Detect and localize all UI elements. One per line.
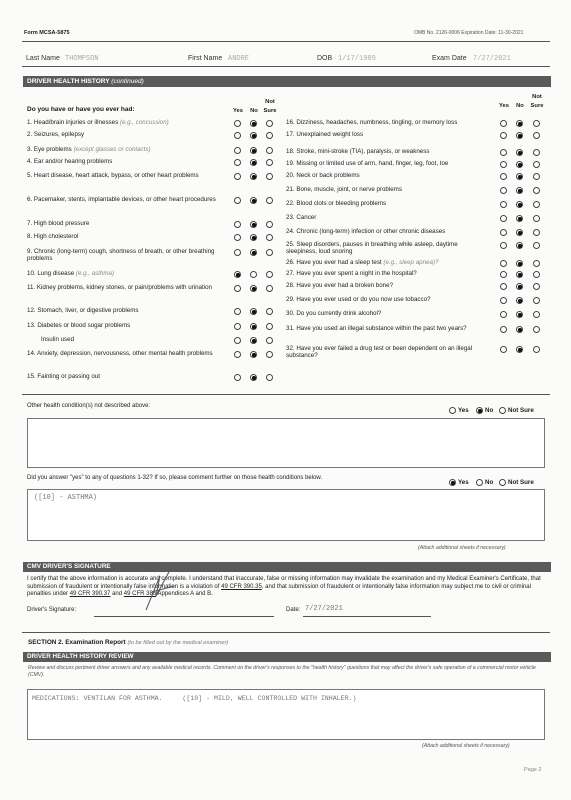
question-row <box>27 307 225 314</box>
attach-note-2: (Attach additional sheets if necessary) <box>422 743 510 749</box>
question-row <box>286 325 488 332</box>
question-number: 28. <box>286 282 295 289</box>
yes-comment-text: ([10] - ASTHMA) <box>34 494 98 502</box>
question-number: 12. <box>27 307 36 314</box>
question-row <box>286 228 488 235</box>
question-row <box>27 373 225 380</box>
question-text: Kidney problems, kidney stones, or pain/problems with urination <box>36 284 212 291</box>
other-notsure-option[interactable] <box>499 407 534 414</box>
cfr-390-37-link[interactable]: 49 CFR 390.37 <box>69 591 111 598</box>
other-yes-radio[interactable] <box>449 407 456 414</box>
question-number: 26. <box>286 259 295 266</box>
answer-notsure-option[interactable] <box>499 479 534 486</box>
question-no-radio[interactable] <box>516 271 523 278</box>
pen-scribble <box>140 566 180 616</box>
cert-part-3: and <box>110 591 124 598</box>
question-row <box>27 119 225 126</box>
question-row <box>286 296 488 303</box>
question-number: 25. <box>286 241 295 248</box>
question-row <box>27 284 225 291</box>
question-text: Heart disease, heart attack, bypass, or other heart problems <box>33 172 199 179</box>
question-no-radio[interactable] <box>250 120 257 127</box>
question-number: 11. <box>27 284 36 291</box>
health-history-suffix: (continued) <box>111 78 144 85</box>
question-yes-radio[interactable] <box>500 311 507 318</box>
question-notsure-radio[interactable] <box>533 283 540 290</box>
question-row <box>286 345 488 360</box>
question-no-radio[interactable] <box>250 132 257 139</box>
cert-part-1: I certify that the above information is accurate and complete. I understand that inaccurate, false or missing information may invalidate the examination and my Medical Examiner's Certificate, that submission of fraudulent or intentionally false information is a violation of <box>27 576 541 590</box>
question-row <box>286 241 488 256</box>
question-row <box>286 131 488 138</box>
question-notsure-radio[interactable] <box>266 120 273 127</box>
omb-number: OMB No. 2126-0006 Expiration Date: 11-30-2021 <box>414 30 524 36</box>
question-number: 10. <box>27 270 36 277</box>
question-notsure-radio[interactable] <box>533 242 540 249</box>
question-text: Stomach, liver, or digestive problems <box>37 307 139 314</box>
question-no-radio[interactable] <box>516 242 523 249</box>
question-row <box>286 259 488 266</box>
question-yes-radio[interactable] <box>500 242 507 249</box>
question-yes-radio[interactable] <box>500 161 507 168</box>
question-row <box>27 172 225 179</box>
question-notsure-radio[interactable] <box>266 285 273 292</box>
answer-no-radio[interactable] <box>476 479 483 486</box>
other-yes-label: Yes <box>458 407 469 414</box>
question-notsure-radio[interactable] <box>266 337 273 344</box>
question-number: 20. <box>286 172 295 179</box>
last-name-field[interactable]: THOMPSON <box>65 55 99 63</box>
question-head: Do you have or have you ever had: <box>27 106 135 113</box>
question-text: Cancer <box>296 214 317 221</box>
question-no-radio[interactable] <box>250 221 257 228</box>
form-id: Form MCSA-5875 <box>24 30 70 36</box>
exam-date-label: Exam Date <box>432 55 467 62</box>
question-row <box>286 214 488 221</box>
questions-rule <box>22 394 550 395</box>
attach-note-1: (Attach additional sheets if necessary) <box>418 545 506 551</box>
question-row <box>27 270 225 277</box>
question-notsure-radio[interactable] <box>266 351 273 358</box>
question-text: Bone, muscle, joint, or nerve problems <box>296 186 402 193</box>
question-yes-radio[interactable] <box>234 351 241 358</box>
question-yes-radio[interactable] <box>234 374 241 381</box>
question-text: High blood pressure <box>33 220 90 227</box>
question-no-radio[interactable] <box>250 197 257 204</box>
answer-yes-radio[interactable] <box>449 479 456 486</box>
col-no-right: No <box>516 103 524 109</box>
certification-text <box>27 576 547 599</box>
date-line <box>303 616 431 617</box>
question-yes-radio[interactable] <box>500 201 507 208</box>
question-number: 13. <box>27 322 36 329</box>
question-notsure-radio[interactable] <box>266 221 273 228</box>
answer-notsure-label: Not Sure <box>508 479 534 486</box>
question-no-radio[interactable] <box>516 120 523 127</box>
question-number: 21. <box>286 186 295 193</box>
question-no-radio[interactable] <box>516 149 523 156</box>
question-no-radio[interactable] <box>516 283 523 290</box>
question-number: 17. <box>286 131 295 138</box>
question-yes-radio[interactable] <box>500 260 507 267</box>
question-notsure-radio[interactable] <box>533 229 540 236</box>
question-yes-radio[interactable] <box>234 323 241 330</box>
question-notsure-radio[interactable] <box>533 297 540 304</box>
question-number: 23. <box>286 214 295 221</box>
review-comment-field[interactable] <box>27 689 545 740</box>
answer-yes-option[interactable] <box>449 479 469 486</box>
signature-date-field[interactable]: 7/27/2021 <box>305 605 343 613</box>
question-number: 9. <box>27 248 33 255</box>
dob-label: DOB <box>317 55 333 62</box>
question-notsure-radio[interactable] <box>266 374 273 381</box>
question-notsure-radio[interactable] <box>266 271 273 278</box>
question-no-radio[interactable] <box>516 260 523 267</box>
question-notsure-radio[interactable] <box>533 161 540 168</box>
question-notsure-radio[interactable] <box>266 159 273 166</box>
first-name-field[interactable]: ANDRE <box>228 55 250 63</box>
question-notsure-radio[interactable] <box>266 308 273 315</box>
question-notsure-radio[interactable] <box>533 173 540 180</box>
question-number: 4. <box>27 158 33 165</box>
review-comment-text: MEDICATIONS: VENTILAN FOR ASTHMA. ([10] - MILD, WELL CONTROLLED WITH INHALER.) <box>32 695 357 702</box>
question-number: 5. <box>27 172 33 179</box>
col-sure-right: Sure <box>530 103 544 109</box>
question-no-radio[interactable] <box>516 173 523 180</box>
question-hint: (e.g., asthma) <box>75 270 115 277</box>
question-no-radio[interactable] <box>516 229 523 236</box>
question-no-radio[interactable] <box>250 323 257 330</box>
question-yes-radio[interactable] <box>234 147 241 154</box>
cert-part-2: , and that submission of fraudulent or intentionally false information may subject me to civil or criminal penalties under <box>27 583 531 598</box>
col-not-right: Not <box>532 94 542 100</box>
question-number: 19. <box>286 160 295 167</box>
exam-date-field[interactable]: 7/27/2021 <box>473 55 511 63</box>
col-yes-left: Yes <box>233 108 243 114</box>
question-no-radio[interactable] <box>250 337 257 344</box>
question-notsure-radio[interactable] <box>266 147 273 154</box>
question-row <box>27 158 225 165</box>
question-number: 32. <box>286 345 295 352</box>
question-notsure-radio[interactable] <box>533 132 540 139</box>
question-notsure-radio[interactable] <box>533 346 540 353</box>
question-number: 30. <box>286 310 295 317</box>
cert-part-4: Appendices A and B. <box>156 591 213 598</box>
question-no-radio[interactable] <box>250 159 257 166</box>
other-no-option[interactable] <box>476 407 493 414</box>
question-no-radio[interactable] <box>250 173 257 180</box>
question-text: Do you currently drink alcohol? <box>296 310 382 317</box>
other-notsure-radio[interactable] <box>499 407 506 414</box>
signature-label: Driver's Signature: <box>27 607 77 613</box>
question-no-radio[interactable] <box>250 374 257 381</box>
col-sure-left: Sure <box>263 108 277 114</box>
question-row <box>286 310 488 317</box>
other-no-label: No <box>485 407 494 414</box>
question-number: 31. <box>286 325 295 332</box>
question-number: 16. <box>286 119 295 126</box>
question-no-radio[interactable] <box>516 346 523 353</box>
question-text: Eye problems <box>33 146 72 153</box>
question-no-radio[interactable] <box>250 285 257 292</box>
question-notsure-radio[interactable] <box>533 271 540 278</box>
question-row <box>27 220 225 227</box>
question-yes-radio[interactable] <box>500 120 507 127</box>
question-yes-radio[interactable] <box>234 120 241 127</box>
question-notsure-radio[interactable] <box>533 201 540 208</box>
question-number: 18. <box>286 148 295 155</box>
question-no-radio[interactable] <box>516 187 523 194</box>
question-number: 15. <box>27 373 36 380</box>
dob-field[interactable]: 1/17/1989 <box>338 55 376 63</box>
col-no-left: No <box>250 108 258 114</box>
question-text: Have you ever failed a drug test or been dependent on an illegal substance? <box>286 345 473 360</box>
question-text: Head/brain injuries or illnesses <box>33 119 119 126</box>
question-notsure-radio[interactable] <box>533 149 540 156</box>
cmv-signature-bar: CMV DRIVER'S SIGNATURE <box>23 562 551 572</box>
question-row <box>27 322 225 329</box>
other-conditions-label: Other health condition(s) not described above: <box>27 403 151 409</box>
question-no-radio[interactable] <box>516 161 523 168</box>
question-notsure-radio[interactable] <box>266 323 273 330</box>
question-text: Anxiety, depression, nervousness, other mental health problems <box>37 350 213 357</box>
question-yes-radio[interactable] <box>234 308 241 315</box>
question-text: Dizziness, headaches, numbness, tingling, or memory loss <box>296 119 458 126</box>
yes-comment-field[interactable] <box>27 489 545 541</box>
question-row <box>27 336 239 343</box>
question-text: Insulin used <box>41 336 75 343</box>
cfr-390-35-link[interactable]: 49 CFR 390.35 <box>221 583 262 590</box>
question-row <box>27 146 225 153</box>
section2-hint: (to be filled out by the medical examiner) <box>127 640 229 646</box>
question-number: 1. <box>27 119 33 126</box>
question-notsure-radio[interactable] <box>266 132 273 139</box>
question-yes-radio[interactable] <box>234 173 241 180</box>
question-number: 7. <box>27 220 33 227</box>
question-row <box>27 350 225 357</box>
question-text: High cholesterol <box>33 233 79 240</box>
question-number: 24. <box>286 228 295 235</box>
first-name-label: First Name <box>188 55 223 62</box>
question-yes-radio[interactable] <box>500 271 507 278</box>
health-history-bar <box>23 76 551 87</box>
question-no-radio[interactable] <box>516 311 523 318</box>
question-no-radio[interactable] <box>516 132 523 139</box>
question-text: Ear and/or hearing problems <box>33 158 113 165</box>
section2-title <box>28 639 228 646</box>
question-yes-radio[interactable] <box>500 346 507 353</box>
question-yes-radio[interactable] <box>234 234 241 241</box>
question-yes-radio[interactable] <box>500 149 507 156</box>
question-hint: (except glasses or contacts) <box>73 146 151 153</box>
question-text: Have you ever spent a night in the hospital? <box>296 270 417 277</box>
answer-no-label: No <box>485 479 494 486</box>
question-number: 8. <box>27 233 33 240</box>
question-no-radio[interactable] <box>516 326 523 333</box>
answer-no-option[interactable] <box>476 479 493 486</box>
question-text: Blood clots or bleeding problems <box>296 200 387 207</box>
question-row <box>286 200 488 207</box>
question-number: 3. <box>27 146 33 153</box>
question-notsure-radio[interactable] <box>266 249 273 256</box>
question-row <box>27 131 225 138</box>
name-row-rule <box>22 66 550 67</box>
section2-rule <box>22 632 550 633</box>
question-text: Neck or back problems <box>296 172 360 179</box>
question-yes-radio[interactable] <box>500 326 507 333</box>
question-yes-radio[interactable] <box>500 187 507 194</box>
health-history-title: DRIVER HEALTH HISTORY <box>27 78 110 85</box>
question-yes-radio[interactable] <box>500 229 507 236</box>
col-yes-right: Yes <box>499 103 509 109</box>
question-text: Chronic (long-term) cough, shortness of breath, or other breathing problems <box>27 248 215 263</box>
question-number: 6. <box>27 196 33 203</box>
question-notsure-radio[interactable] <box>533 120 540 127</box>
question-no-radio[interactable] <box>250 271 257 278</box>
question-text: Fainting or passing out <box>37 373 100 380</box>
question-text: Pacemaker, stents, implantable devices, or other heart procedures <box>33 196 216 203</box>
signature-line[interactable] <box>94 616 274 617</box>
question-text: Diabetes or blood sugar problems <box>37 322 131 329</box>
other-yes-option[interactable] <box>449 407 469 414</box>
page-number: Page 2 <box>524 767 542 773</box>
question-text: Have you ever used or do you now use tobacco? <box>296 296 431 303</box>
question-yes-radio[interactable] <box>234 249 241 256</box>
question-notsure-radio[interactable] <box>266 234 273 241</box>
question-row <box>286 282 488 289</box>
review-bar: DRIVER HEALTH HISTORY REVIEW <box>23 652 551 662</box>
question-number: 14. <box>27 350 36 357</box>
other-conditions-field[interactable] <box>27 418 545 468</box>
question-hint: (e.g., concussion) <box>119 119 169 126</box>
question-text: Sleep disorders, pauses in breathing while asleep, daytime sleepiness, loud snoring <box>286 241 458 256</box>
did-you-answer-label: Did you answer "yes" to any of questions 1-32? If so, please comment further on those health conditions below. <box>27 475 323 481</box>
question-notsure-radio[interactable] <box>266 173 273 180</box>
question-yes-radio[interactable] <box>234 221 241 228</box>
cfr-386-link[interactable]: 49 CFR 386 <box>123 591 157 598</box>
question-row <box>286 148 488 155</box>
question-hint: (e.g., sleep apnea)? <box>383 259 439 266</box>
section2-title-text: SECTION 2. Examination Report <box>28 639 126 646</box>
question-row <box>286 186 488 193</box>
question-number: 22. <box>286 200 295 207</box>
question-text: Lung disease <box>37 270 75 277</box>
question-no-radio[interactable] <box>250 351 257 358</box>
question-number: 27. <box>286 270 295 277</box>
other-notsure-label: Not Sure <box>508 407 534 414</box>
question-yes-radio[interactable] <box>500 297 507 304</box>
question-notsure-radio[interactable] <box>533 326 540 333</box>
date-label: Date: <box>286 607 301 613</box>
question-no-radio[interactable] <box>250 147 257 154</box>
question-yes-radio[interactable] <box>234 285 241 292</box>
header-rule <box>22 41 550 42</box>
answer-yes-label: Yes <box>458 479 469 486</box>
question-no-radio[interactable] <box>516 215 523 222</box>
question-no-radio[interactable] <box>250 308 257 315</box>
col-not-left: Not <box>265 99 275 105</box>
question-yes-radio[interactable] <box>500 215 507 222</box>
question-no-radio[interactable] <box>516 297 523 304</box>
question-yes-radio[interactable] <box>234 337 241 344</box>
question-notsure-radio[interactable] <box>533 311 540 318</box>
question-row <box>27 248 225 263</box>
question-no-radio[interactable] <box>250 249 257 256</box>
question-row <box>27 196 225 203</box>
question-text: Unexplained weight loss <box>296 131 364 138</box>
question-yes-radio[interactable] <box>234 159 241 166</box>
question-row <box>286 172 488 179</box>
question-number: 2. <box>27 131 33 138</box>
question-text: Have you ever had a sleep test <box>296 259 382 266</box>
answer-notsure-radio[interactable] <box>499 479 506 486</box>
question-yes-radio[interactable] <box>234 271 241 278</box>
question-row <box>286 270 488 277</box>
question-text: Chronic (long-term) infection or other chronic diseases <box>296 228 446 235</box>
other-no-radio[interactable] <box>476 407 483 414</box>
question-no-radio[interactable] <box>516 201 523 208</box>
question-row <box>27 233 225 240</box>
question-yes-radio[interactable] <box>234 197 241 204</box>
question-row <box>286 119 488 126</box>
question-no-radio[interactable] <box>250 234 257 241</box>
question-yes-radio[interactable] <box>500 173 507 180</box>
question-notsure-radio[interactable] <box>266 197 273 204</box>
question-yes-radio[interactable] <box>500 132 507 139</box>
question-yes-radio[interactable] <box>500 283 507 290</box>
question-text: Stroke, mini-stroke (TIA), paralysis, or weakness <box>296 148 430 155</box>
question-text: Seizures, epilepsy <box>33 131 85 138</box>
question-text: Have you ever had a broken bone? <box>296 282 394 289</box>
question-text: Have you used an illegal substance within the past two years? <box>296 325 467 332</box>
question-number: 29. <box>286 296 295 303</box>
review-instructions: Review and discuss pertinent driver answers and any available medical records. Comment on the driver's responses to the "health history" questions that may affect the driver's safe operation of a commercial motor vehicle (CMV). <box>28 665 536 678</box>
question-notsure-radio[interactable] <box>533 215 540 222</box>
question-notsure-radio[interactable] <box>533 187 540 194</box>
question-yes-radio[interactable] <box>234 132 241 139</box>
last-name-label: Last Name <box>26 55 60 62</box>
question-notsure-radio[interactable] <box>533 260 540 267</box>
question-row <box>286 160 488 167</box>
question-text: Missing or limited use of arm, hand, finger, leg, foot, toe <box>296 160 449 167</box>
